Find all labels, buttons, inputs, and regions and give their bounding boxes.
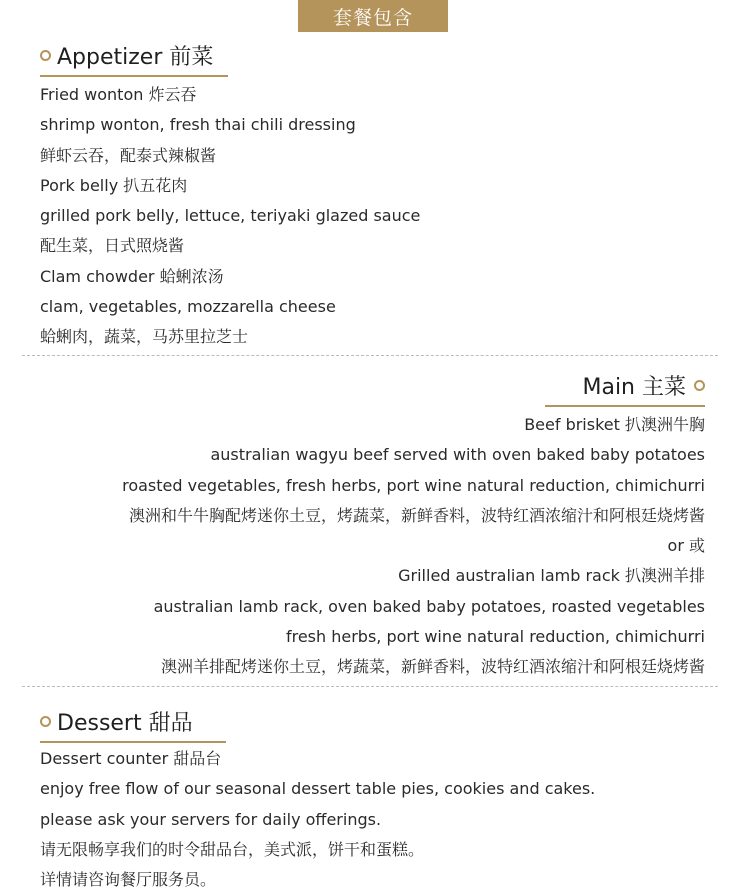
section-divider bbox=[22, 355, 718, 356]
menu-line: Clam chowder 蛤蜊浓汤 bbox=[40, 266, 224, 286]
menu-line: fresh herbs, port wine natural reduction, chimichurri bbox=[285, 627, 705, 647]
heading-underline bbox=[40, 75, 228, 77]
menu-line: 请无限畅享我们的时令甜品台，美式派，饼干和蛋糕。 bbox=[40, 839, 425, 859]
menu-line: shrimp wonton, fresh thai chili dressing bbox=[40, 115, 356, 135]
main-heading-text: Main 主菜 bbox=[582, 375, 686, 400]
menu-line: clam, vegetables, mozzarella cheese bbox=[40, 297, 336, 317]
menu-line: 配生菜，日式照烧酱 bbox=[40, 236, 185, 256]
menu-line: 蛤蜊肉，蔬菜，马苏里拉芝士 bbox=[40, 327, 249, 347]
heading-underline bbox=[40, 741, 226, 743]
appetizer-heading bbox=[40, 40, 213, 77]
circle-bullet-icon bbox=[40, 50, 51, 61]
menu-line: Fried wonton 炸云吞 bbox=[40, 85, 197, 104]
dessert-heading bbox=[40, 706, 193, 743]
menu-line: please ask your servers for daily offerings. bbox=[40, 809, 382, 829]
dessert-heading-text: Dessert 甜品 bbox=[57, 711, 193, 736]
dessert-lines bbox=[40, 744, 595, 895]
package-includes-banner bbox=[298, 0, 448, 32]
menu-line: Grilled australian lamb rack 扒澳洲羊排 bbox=[398, 566, 705, 586]
menu-line: Pork belly 扒五花肉 bbox=[40, 175, 188, 195]
circle-bullet-icon bbox=[694, 380, 705, 391]
main-lines bbox=[122, 410, 705, 683]
menu-line: 鲜虾云吞，配泰式辣椒酱 bbox=[40, 145, 217, 165]
main-heading bbox=[582, 370, 705, 407]
menu-line: australian lamb rack, oven baked baby potatoes, roasted vegetables bbox=[153, 596, 705, 616]
menu-line: 详情请咨询餐厅服务员。 bbox=[40, 870, 217, 890]
appetizer-lines bbox=[40, 80, 420, 353]
menu-line: Dessert counter 甜品台 bbox=[40, 749, 222, 768]
menu-line: or 或 bbox=[667, 536, 705, 556]
heading-underline bbox=[545, 405, 705, 407]
menu-line: enjoy free flow of our seasonal dessert table pies, cookies and cakes. bbox=[40, 779, 596, 799]
menu-line: 澳洲和牛牛胸配烤迷你土豆，烤蔬菜，新鲜香料，波特红酒浓缩汁和阿根廷烧烤酱 bbox=[128, 505, 705, 525]
circle-bullet-icon bbox=[40, 716, 51, 727]
menu-line: australian wagyu beef served with oven baked baby potatoes bbox=[210, 445, 705, 465]
menu-line: roasted vegetables, fresh herbs, port wine natural reduction, chimichurri bbox=[122, 475, 705, 495]
menu-line: 澳洲羊排配烤迷你土豆，烤蔬菜，新鲜香料，波特红酒浓缩汁和阿根廷烧烤酱 bbox=[160, 657, 705, 677]
menu-line: Beef brisket 扒澳洲牛胸 bbox=[524, 415, 705, 434]
banner-title: 套餐包含 bbox=[332, 6, 413, 29]
menu-line: grilled pork belly, lettuce, teriyaki glazed sauce bbox=[40, 206, 421, 226]
appetizer-heading-text: Appetizer 前菜 bbox=[57, 45, 214, 70]
section-divider bbox=[22, 686, 718, 687]
